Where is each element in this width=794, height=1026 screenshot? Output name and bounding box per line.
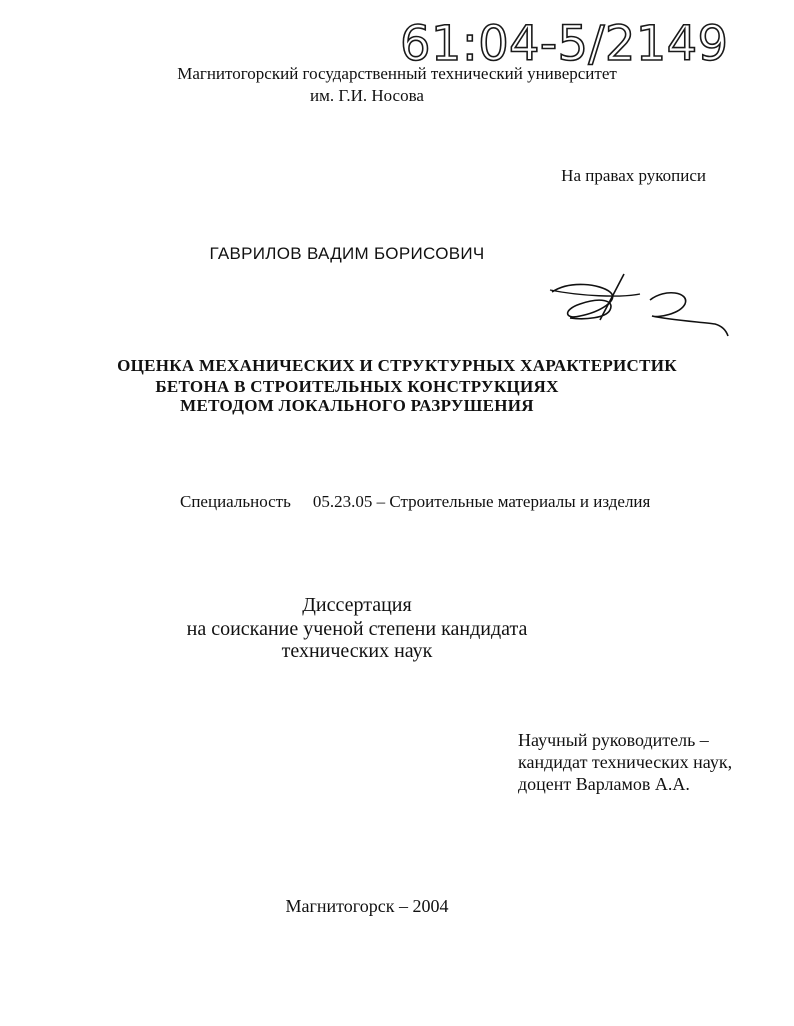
supervisor-degree: кандидат технических наук, bbox=[518, 752, 733, 772]
dissertation-field: технических наук bbox=[281, 640, 433, 662]
specialty-value: 05.23.05 – Строительные материалы и изделия bbox=[312, 492, 651, 511]
specialty-label: Специальность bbox=[180, 492, 291, 511]
svg-text:61:04-5/2149: 61:04-5/2149 bbox=[400, 16, 730, 70]
author-name: ГАВРИЛОВ ВАДИМ БОРИСОВИЧ bbox=[209, 244, 485, 263]
city-year: Магнитогорск – 2004 bbox=[285, 896, 449, 916]
institution-name: Магнитогорский государственный технический университет bbox=[177, 64, 617, 83]
rights-note: На правах рукописи bbox=[561, 166, 706, 185]
specialty-line bbox=[180, 492, 650, 512]
supervisor-role: Научный руководитель – bbox=[518, 730, 709, 750]
institution-honorific: им. Г.И. Носова bbox=[310, 86, 424, 105]
title-line-2: БЕТОНА В СТРОИТЕЛЬНЫХ КОНСТРУКЦИЯХ bbox=[155, 377, 559, 396]
title-line-1: ОЦЕНКА МЕХАНИЧЕСКИХ И СТРУКТУРНЫХ ХАРАКТЕРИСТИК bbox=[117, 356, 677, 375]
dissertation-degree: на соискание ученой степени кандидата bbox=[186, 618, 528, 640]
author-signature bbox=[540, 270, 735, 342]
handwritten-archive-number bbox=[400, 14, 740, 70]
title-line-3: МЕТОДОМ ЛОКАЛЬНОГО РАЗРУШЕНИЯ bbox=[180, 396, 534, 415]
dissertation-heading: Диссертация bbox=[302, 594, 412, 616]
supervisor-name: доцент Варламов А.А. bbox=[518, 774, 690, 794]
